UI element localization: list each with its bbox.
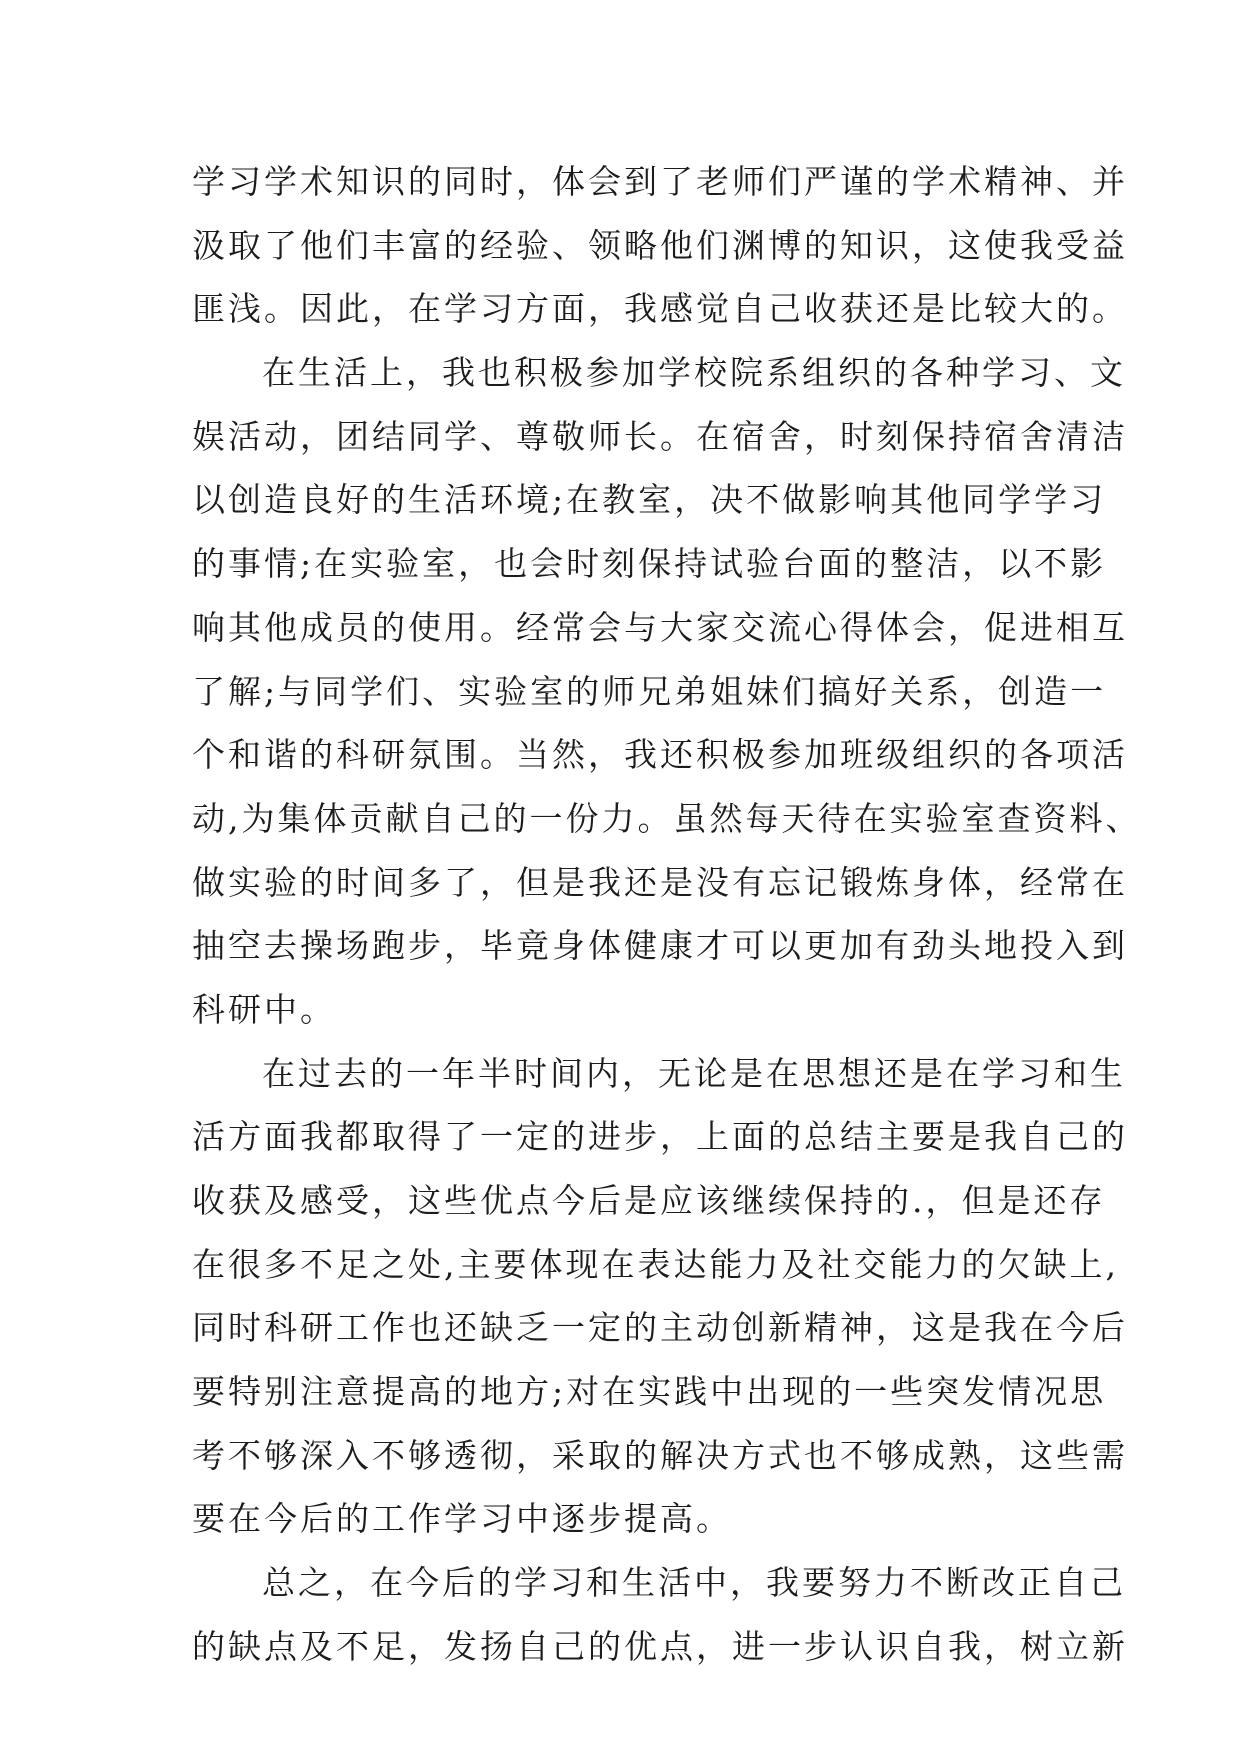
paragraph: [192, 150, 1128, 341]
text-line: 在生活上，我也积极参加学校院系组织的各种学习、文: [262, 353, 1126, 393]
paragraph: [192, 341, 1142, 1042]
text-line: 收获及感受，这些优点今后是应该继续保持的.，但是还存: [192, 1181, 1106, 1220]
text-line: 的缺点及不足，发扬自己的优点，进一步认识自我，树立新: [192, 1626, 1128, 1666]
text-line: 考不够深入不够透彻，采取的解决方式也不够成熟，这些需: [192, 1435, 1128, 1475]
text-line: 的事情;在实验室，也会时刻保持试验台面的整洁，以不影: [192, 544, 1107, 584]
text-line: 活方面我都取得了一定的进步，上面的总结主要是我自己的: [192, 1117, 1128, 1157]
text-line: 同时科研工作也还缺乏一定的主动创新精神，这是我在今后: [192, 1308, 1128, 1348]
paragraph: [192, 1551, 1128, 1678]
text-line: 在过去的一年半时间内，无论是在思想还是在学习和生: [262, 1053, 1126, 1093]
text-line: 要在今后的工作学习中逐步提高。: [192, 1499, 732, 1539]
paragraph: [192, 1042, 1128, 1552]
text-line: 动,为集体贡献自己的一份力。虽然每天待在实验室查资料、: [192, 798, 1142, 838]
text-line: 做实验的时间多了，但是我还是没有忘记锻炼身体，经常在: [192, 862, 1128, 902]
text-line: 娱活动，团结同学、尊敬师长。在宿舍，时刻保持宿舍清洁: [192, 416, 1128, 456]
text-line: 汲取了他们丰富的经验、领略他们渊博的知识，这使我受益: [192, 225, 1128, 265]
text-line: 匪浅。因此，在学习方面，我感觉自己收获还是比较大的。: [192, 289, 1128, 329]
text-line: 抽空去操场跑步，毕竟身体健康才可以更加有劲头地投入到: [192, 926, 1128, 966]
text-line: 总之，在今后的学习和生活中，我要努力不断改正自己: [262, 1563, 1126, 1603]
text-line: 在很多不足之处,主要体现在表达能力及社交能力的欠缺上,: [192, 1244, 1119, 1284]
text-line: 学习学术知识的同时，体会到了老师们严谨的学术精神、并: [192, 162, 1128, 201]
text-line: 以创造良好的生活环境;在教室，决不做影响其他同学学习: [192, 480, 1107, 520]
text-line: 响其他成员的使用。经常会与大家交流心得体会，促进相互: [192, 607, 1128, 647]
text-line: 个和谐的科研氛围。当然，我还积极参加班级组织的各项活: [192, 735, 1128, 775]
text-line: 了解;与同学们、实验室的师兄弟姐妹们搞好关系，创造一: [192, 671, 1107, 711]
text-line: 要特别注意提高的地方;对在实践中出现的一些突发情况思: [192, 1372, 1107, 1412]
document-body: [192, 150, 1142, 1679]
text-line: 科研中。: [192, 989, 336, 1029]
